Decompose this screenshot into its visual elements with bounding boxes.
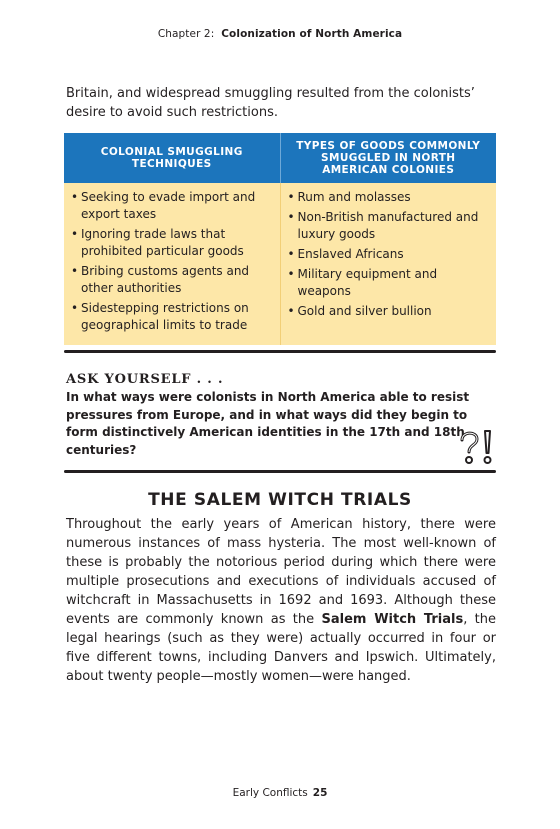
page-footer [0, 787, 560, 799]
paragraph-text-before: Throughout the early years of American history, there were numerous instances of mass hysteria. The most well-known of these is probably the notorious period during which there were multiple prosecutions and executions of individuals accused of witchcraft in Massachusetts in 1692 and 1693. Although these events are commonly known as the [66, 517, 496, 627]
chapter-label: Chapter 2: [157, 28, 215, 40]
techniques-cell [64, 183, 280, 345]
ask-yourself-box [66, 372, 506, 459]
list-item: • Sidestepping restrictions on geographical limits to trade [71, 300, 272, 334]
footer-book-title: Early Conflicts [232, 787, 308, 799]
list-item: • Military equipment and weapons [288, 266, 489, 300]
section-heading: THE SALEM WITCH TRIALS [148, 490, 412, 510]
list-item: • Bribing customs agents and other authorities [71, 263, 272, 297]
list-item: • Seeking to evade import and export taxes [71, 189, 272, 223]
divider-top [64, 350, 496, 353]
header-techniques: COLONIAL SMUGGLING TECHNIQUES [64, 133, 280, 183]
goods-list [288, 189, 489, 320]
list-item: • Gold and silver bullion [288, 303, 489, 320]
list-item: • Rum and molasses [288, 189, 489, 206]
page-number: 25 [312, 787, 328, 799]
smuggling-table [64, 133, 496, 345]
question-exclamation-icon [457, 428, 495, 468]
chapter-title: Colonization of North America [221, 28, 403, 40]
body-paragraph [66, 515, 496, 686]
ask-yourself-title: ASK YOURSELF . . . [66, 372, 224, 387]
goods-cell [280, 183, 496, 345]
running-head [0, 28, 560, 40]
paragraph-text-after: , the legal hearings (such as they were) actually occurred in four or five different towns, including Danvers and Ipswich. Ultimately, about twenty people—mostly women—were hanged. [66, 612, 497, 684]
ask-yourself-question: In what ways were colonists in North America able to resist pressures from Europe, and in what ways did they begin to form distinctively American identities in the 17th and 18th centuries? [66, 390, 470, 457]
techniques-list [71, 189, 272, 334]
intro-paragraph: Britain, and widespread smuggling resulted from the colonists’ desire to avoid such restrictions. [66, 86, 475, 120]
header-goods: TYPES OF GOODS COMMONLY SMUGGLED IN NORTH AMERICAN COLONIES [280, 133, 496, 183]
salem-witch-trials-term: Salem Witch Trials [321, 612, 464, 627]
list-item: • Enslaved Africans [288, 246, 489, 263]
divider-bottom [64, 470, 496, 473]
list-item: • Ignoring trade laws that prohibited particular goods [71, 226, 272, 260]
list-item: • Non-British manufactured and luxury goods [288, 209, 489, 243]
